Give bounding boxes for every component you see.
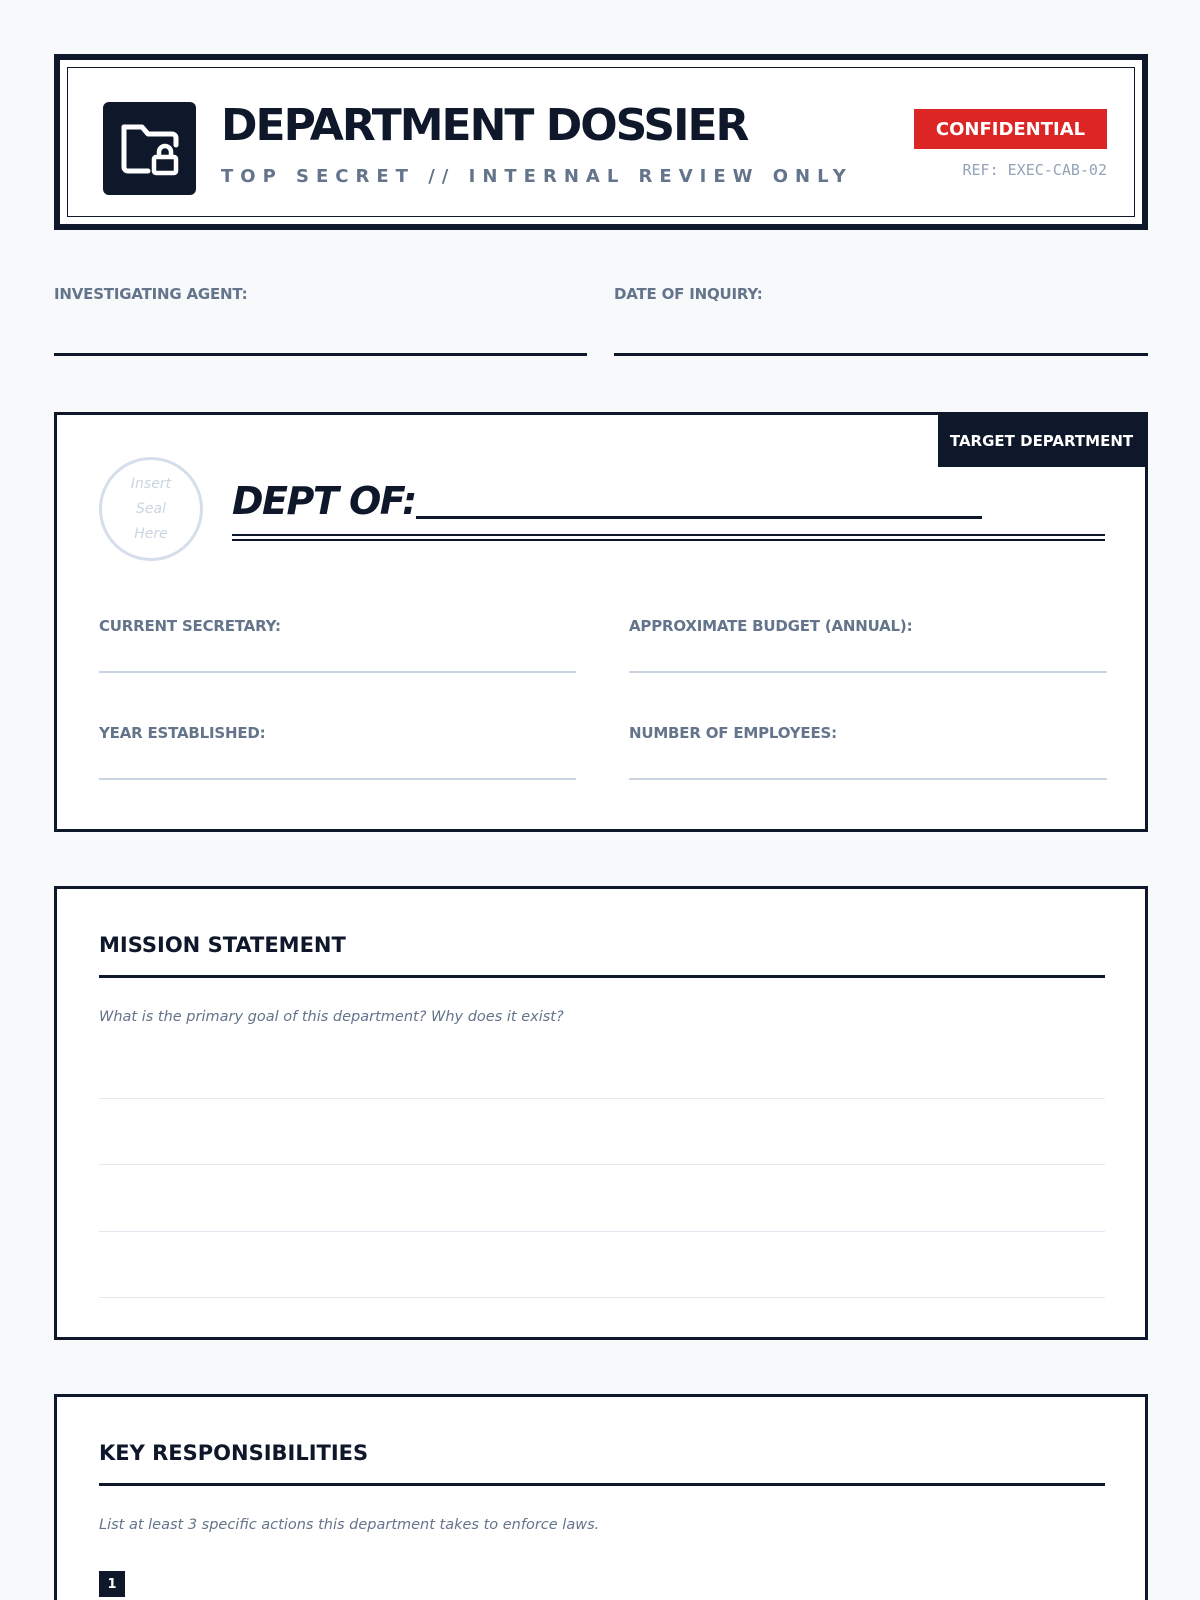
mission-statement-prompt: What is the primary goal of this department? Why does it exist? bbox=[99, 1009, 564, 1025]
date-of-inquiry-label: DATE OF INQUIRY: bbox=[614, 285, 763, 303]
writing-line[interactable] bbox=[99, 1231, 1105, 1232]
writing-line[interactable] bbox=[99, 1098, 1105, 1099]
annual-budget-label: APPROXIMATE BUDGET (ANNUAL): bbox=[629, 617, 913, 635]
annual-budget-field[interactable] bbox=[629, 617, 1107, 677]
current-secretary-field[interactable] bbox=[99, 617, 576, 677]
dept-name-blank[interactable] bbox=[416, 516, 982, 519]
seal-placeholder bbox=[99, 457, 203, 561]
key-responsibilities-rule bbox=[99, 1483, 1105, 1486]
current-secretary-line bbox=[99, 671, 576, 673]
key-responsibilities-card bbox=[54, 1394, 1148, 1600]
dept-of-label: DEPT OF: bbox=[232, 479, 416, 523]
investigating-agent-field[interactable] bbox=[54, 285, 587, 303]
investigating-agent-label: INVESTIGATING AGENT: bbox=[54, 285, 248, 303]
number-of-employees-line bbox=[629, 778, 1107, 780]
dept-double-rule bbox=[232, 534, 1105, 536]
reference-code: REF: EXEC-CAB-02 bbox=[962, 161, 1107, 179]
confidential-badge: CONFIDENTIAL bbox=[914, 109, 1107, 149]
dossier-header bbox=[54, 54, 1148, 230]
responsibility-number-badge: 1 bbox=[99, 1571, 125, 1597]
mission-statement-card bbox=[54, 886, 1148, 1340]
target-department-card bbox=[54, 412, 1148, 832]
number-of-employees-label: NUMBER OF EMPLOYEES: bbox=[629, 724, 837, 742]
folder-lock-icon bbox=[103, 102, 196, 195]
mission-statement-title: MISSION STATEMENT bbox=[99, 933, 346, 957]
year-established-line bbox=[99, 778, 576, 780]
key-responsibilities-prompt: List at least 3 specific actions this department takes to enforce laws. bbox=[99, 1517, 600, 1533]
dept-double-rule bbox=[232, 539, 1105, 541]
writing-line[interactable] bbox=[99, 1297, 1105, 1298]
annual-budget-line bbox=[629, 671, 1107, 673]
header-inner-frame bbox=[67, 67, 1135, 217]
mission-statement-rule bbox=[99, 975, 1105, 978]
year-established-label: YEAR ESTABLISHED: bbox=[99, 724, 266, 742]
key-responsibilities-title: KEY RESPONSIBILITIES bbox=[99, 1441, 369, 1465]
seal-text-line: Seal bbox=[136, 500, 166, 517]
page-title: DEPARTMENT DOSSIER bbox=[221, 100, 748, 151]
seal-text-line: Here bbox=[134, 525, 168, 542]
year-established-field[interactable] bbox=[99, 724, 576, 784]
target-department-tag: TARGET DEPARTMENT bbox=[938, 415, 1145, 467]
writing-line[interactable] bbox=[99, 1164, 1105, 1165]
investigating-agent-line bbox=[54, 353, 587, 356]
date-of-inquiry-line bbox=[614, 353, 1148, 356]
number-of-employees-field[interactable] bbox=[629, 724, 1107, 784]
seal-text-line: Insert bbox=[130, 475, 172, 492]
classification-subtitle: TOP SECRET // INTERNAL REVIEW ONLY bbox=[221, 166, 853, 187]
current-secretary-label: CURRENT SECRETARY: bbox=[99, 617, 281, 635]
date-of-inquiry-field[interactable] bbox=[614, 285, 1148, 303]
